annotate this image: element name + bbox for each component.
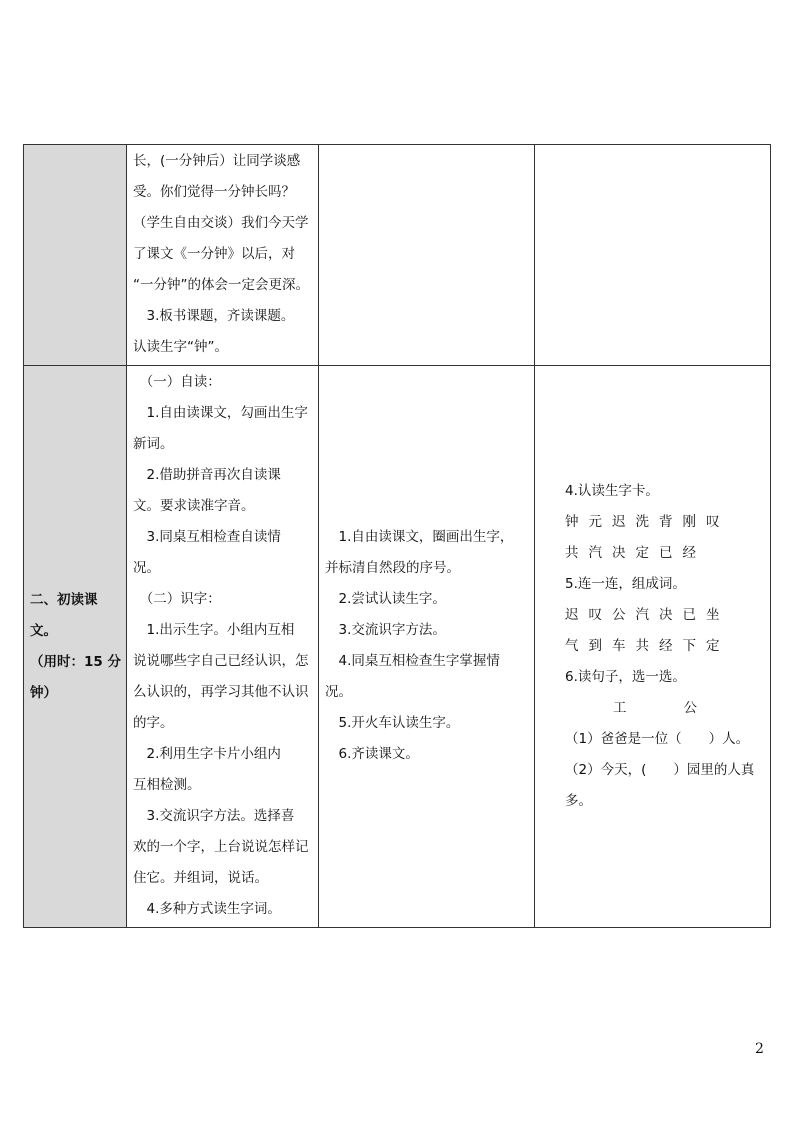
- choice-options: 工 公: [613, 700, 707, 716]
- text-line: 3.交流识字方法。: [325, 622, 446, 638]
- table-row: [24, 145, 771, 366]
- text-line: 受。你们觉得一分钟长吗？: [133, 184, 295, 200]
- exercise-heading: 5.连一连，组成词。: [565, 576, 686, 592]
- text-line: 住它。并组词，说话。: [133, 870, 268, 886]
- fill-blank-question: （2）今天，( ）园里的人真: [565, 762, 755, 778]
- text-line: “一分钟”的体会一定会更深。: [133, 277, 309, 293]
- text-line: 互相检测。: [133, 777, 201, 793]
- stage-cell: [24, 366, 127, 928]
- text-line: 了课文《一分钟》以后，对: [133, 246, 295, 262]
- character-row: 气到车共经下定: [565, 638, 730, 654]
- text-line: 1.自由读课文，勾画出生字: [133, 405, 308, 421]
- text-line: 3.板书课题，齐读课题。: [133, 308, 295, 324]
- student-activity-cell: [319, 366, 535, 928]
- text-line: 长，(一分钟后）让同学谈感: [133, 153, 301, 169]
- text-line: 4.同桌互相检查生字掌握情: [325, 653, 500, 669]
- text-line: 认读生字“钟”。: [133, 339, 228, 355]
- text-line: 欢的一个字，上台说说怎样记: [133, 839, 309, 855]
- text-line: 新词。: [133, 436, 174, 452]
- fill-blank-question: （1）爸爸是一位（ ）人。: [565, 731, 750, 747]
- teacher-activity-cell: [127, 366, 319, 928]
- page-number: 2: [755, 1041, 764, 1057]
- text-line: 5.开火车认读生字。: [325, 715, 460, 731]
- character-row: 钟元迟洗背刚叹: [565, 514, 730, 530]
- exercise-cell: [535, 145, 771, 366]
- text-line: 2.利用生字卡片小组内: [133, 746, 281, 762]
- lesson-plan-table: [23, 144, 771, 928]
- character-row: 共汽决定已经: [565, 545, 706, 561]
- text-line: 并标清自然段的序号。: [325, 560, 460, 576]
- text-line: 的字。: [133, 715, 174, 731]
- exercise-cell: [535, 366, 771, 928]
- exercise-heading: 6.读句子，选一选。: [565, 669, 686, 685]
- text-line: （学生自由交谈）我们今天学: [133, 215, 309, 231]
- text-line: 说说哪些字自己已经认识，怎: [133, 653, 309, 669]
- teacher-activity-cell: [127, 145, 319, 366]
- text-line: 1.自由读课文，圈画出生字，: [325, 529, 514, 545]
- text-line: 况。: [133, 560, 160, 576]
- text-line: 1.出示生字。小组内互相: [133, 622, 295, 638]
- text-line: 3.交流识字方法。选择喜: [133, 808, 295, 824]
- stage-duration: （用时：15 分: [30, 653, 121, 670]
- text-line: 4.多种方式读生字词。: [133, 901, 281, 917]
- fill-blank-question: 多。: [565, 793, 592, 809]
- table-row: [24, 366, 771, 928]
- text-line: 况。: [325, 684, 352, 700]
- text-line: 2.借助拼音再次自读课: [133, 467, 281, 483]
- stage-duration: 钟）: [30, 684, 57, 701]
- text-line: 么认识的，再学习其他不认识: [133, 684, 309, 700]
- text-line: 2.尝试认读生字。: [325, 591, 446, 607]
- stage-title: 二、初读课文。: [30, 591, 98, 639]
- student-activity-cell: [319, 145, 535, 366]
- text-line: 文。要求读准字音。: [133, 498, 255, 514]
- character-row: 迟叹公汽决已坐: [565, 607, 730, 623]
- text-line: （一）自读：: [133, 374, 221, 390]
- exercise-heading: 4.认读生字卡。: [565, 483, 659, 499]
- text-line: 3.同桌互相检查自读情: [133, 529, 281, 545]
- text-line: 6.齐读课文。: [325, 746, 419, 762]
- stage-cell: [24, 145, 127, 366]
- text-line: （二）识字：: [133, 591, 221, 607]
